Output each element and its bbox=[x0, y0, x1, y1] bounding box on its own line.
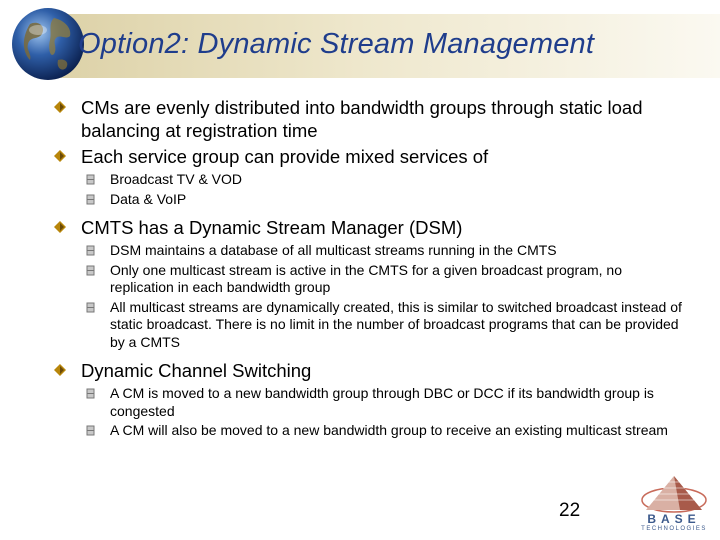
slide-title: Option2: Dynamic Stream Management bbox=[78, 28, 595, 60]
sub-bullet bbox=[52, 385, 692, 420]
bullet-1-text: CMs are evenly distributed into bandwidth groups through static load balancing at registration time bbox=[81, 97, 643, 141]
sub-bullet-text: A CM will also be moved to a new bandwidth group to receive an existing multicast stream bbox=[110, 422, 668, 438]
page-number: 22 bbox=[559, 500, 581, 521]
bullet-2 bbox=[52, 145, 692, 168]
sub-bullet bbox=[52, 299, 692, 352]
square-bullet-icon bbox=[86, 425, 95, 436]
bullet-4-text: Dynamic Channel Switching bbox=[81, 360, 312, 381]
sub-bullet bbox=[52, 422, 692, 440]
diamond-bullet-icon bbox=[54, 221, 66, 233]
square-bullet-icon bbox=[86, 245, 95, 256]
square-bullet-icon bbox=[86, 302, 95, 313]
logo-tagline: TECHNOLOGIES bbox=[641, 526, 707, 532]
bullet-1 bbox=[52, 96, 692, 142]
sub-bullet bbox=[52, 171, 692, 189]
square-bullet-icon bbox=[86, 174, 95, 185]
diamond-bullet-icon bbox=[54, 101, 66, 113]
pyramid-logo-icon bbox=[632, 470, 716, 514]
diamond-bullet-icon bbox=[54, 150, 66, 162]
sub-bullet-text: A CM is moved to a new bandwidth group through DBC or DCC if its bandwidth group is congested bbox=[110, 385, 654, 419]
square-bullet-icon bbox=[86, 388, 95, 399]
sub-bullet-text: DSM maintains a database of all multicast streams running in the CMTS bbox=[110, 242, 557, 258]
bullet-4 bbox=[52, 359, 692, 382]
logo-name: BASE bbox=[647, 512, 701, 526]
sub-bullet-text: Data & VoIP bbox=[110, 190, 187, 207]
square-bullet-icon bbox=[86, 194, 95, 205]
sub-bullet bbox=[52, 242, 692, 260]
sub-bullet-text: All multicast streams are dynamically created, this is similar to switched broadcast instead of static broadcast. There is no limit in the number of broadcast programs that can be provided by a CMTS bbox=[110, 298, 682, 350]
slide-body bbox=[52, 96, 692, 442]
sub-bullet bbox=[52, 262, 692, 297]
sub-bullet bbox=[52, 191, 692, 209]
sub-bullet-text: Only one multicast stream is active in the CMTS for a given broadcast program, no replication in each bandwidth group bbox=[110, 261, 622, 295]
bullet-3-text: CMTS has a Dynamic Stream Manager (DSM) bbox=[81, 217, 463, 238]
globe-icon bbox=[8, 4, 88, 84]
bullet-2-text: Each service group can provide mixed services of bbox=[81, 146, 489, 167]
company-logo bbox=[632, 470, 716, 536]
sub-bullet-text: Broadcast TV & VOD bbox=[110, 171, 243, 187]
bullet-3 bbox=[52, 216, 692, 239]
diamond-bullet-icon bbox=[54, 364, 66, 376]
square-bullet-icon bbox=[86, 265, 95, 276]
